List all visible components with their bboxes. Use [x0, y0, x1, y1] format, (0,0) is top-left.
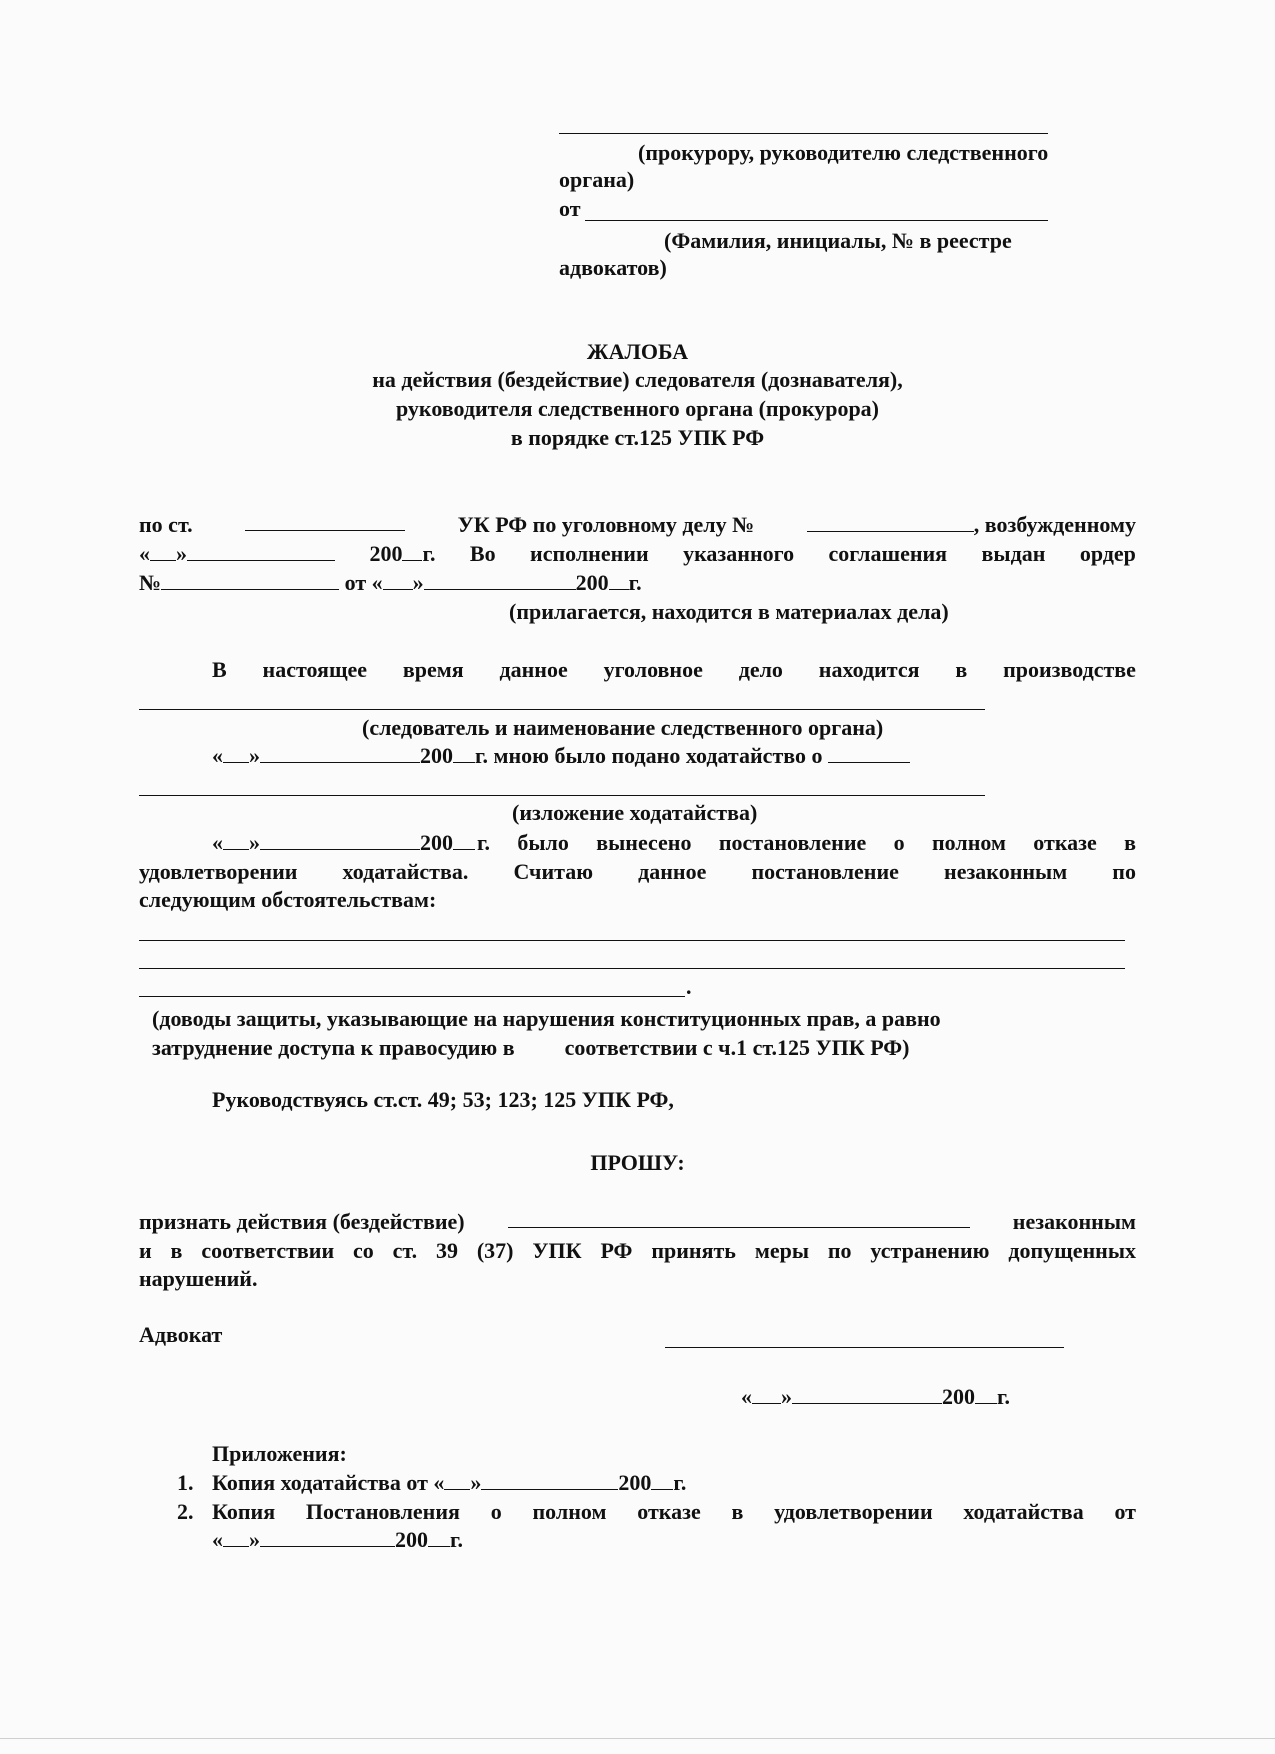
- year-prefix: 200: [420, 743, 453, 768]
- argument-blank-line-3: [139, 996, 685, 997]
- investigator-caption: (следователь и наименование следственного органа): [362, 715, 884, 740]
- month-blank: [424, 571, 576, 590]
- advocate-label: Адвокат: [139, 1322, 223, 1347]
- list-number: 2.: [177, 1499, 194, 1524]
- word: соглашения: [828, 541, 948, 566]
- request-text: признать действия (бездействие): [139, 1209, 465, 1234]
- quote-close: »: [249, 1527, 260, 1552]
- sender-caption-1: (Фамилия, инициалы, № в реестре: [664, 228, 1012, 253]
- word: данное: [499, 657, 568, 682]
- quote-close: »: [249, 830, 260, 855]
- quote-open: «: [212, 743, 223, 768]
- decision-line-3: следующим обстоятельствам:: [139, 887, 437, 912]
- from-prefix: от: [559, 196, 581, 221]
- decision-line: [212, 830, 1136, 856]
- sender-caption-2: адвокатов): [559, 255, 667, 280]
- argument-blank-line-1: [139, 940, 1125, 941]
- investigator-blank-line: [139, 709, 985, 710]
- attachment-text: Копия ходатайства от «: [212, 1470, 445, 1495]
- motion-text: г. мною было подано ходатайство о: [475, 743, 823, 768]
- month-blank: [481, 1471, 618, 1490]
- day-blank: [223, 744, 249, 763]
- attachment-item-2: [177, 1499, 1136, 1525]
- decision-text: г. было вынесено постановление о полном отказе в: [477, 830, 1136, 855]
- argument-blank-line-2: [139, 968, 1125, 969]
- word: производстве: [1003, 657, 1136, 682]
- para1-line2: [139, 541, 1136, 567]
- title-line-1: на действия (бездействие) следователя (дознавателя),: [372, 367, 903, 392]
- title-line-2: руководителя следственного органа (прокурора): [395, 396, 880, 421]
- case-number-blank: [807, 513, 974, 532]
- year-suffix: г.: [673, 1470, 687, 1495]
- word: выдан: [981, 541, 1046, 566]
- recipient-caption-2: органа): [559, 167, 635, 192]
- year-prefix: 200: [369, 541, 403, 566]
- document-title: ЖАЛОБА: [586, 339, 689, 364]
- word: время: [402, 657, 464, 682]
- word: настоящее: [262, 657, 368, 682]
- year-prefix: 200: [575, 570, 609, 595]
- year-blank: [651, 1471, 673, 1490]
- quote-open: «: [139, 541, 150, 566]
- guided-by-line: Руководствуясь ст.ст. 49; 53; 123; 125 УПК РФ,: [212, 1087, 674, 1112]
- request-line-1: [139, 1209, 1136, 1235]
- motion-blank-line: [139, 795, 985, 796]
- order-number-sign: №: [139, 570, 162, 595]
- month-blank: [260, 744, 420, 763]
- order-caption: (прилагается, находится в материалах дела): [509, 599, 949, 624]
- quote-open: «: [212, 830, 223, 855]
- year-blank: [428, 1528, 450, 1547]
- motion-caption: (изложение ходатайства): [512, 800, 758, 825]
- para1-line1: [139, 512, 1136, 538]
- month-blank: [260, 831, 420, 850]
- action-blank: [508, 1209, 970, 1228]
- title-line-3: в порядке ст.125 УПК РФ: [510, 425, 765, 450]
- motion-line: [212, 743, 910, 769]
- caption-part: соответствии с ч.1 ст.125 УПК РФ): [564, 1035, 910, 1060]
- list-number: 1.: [177, 1470, 194, 1495]
- word: исполнении: [530, 541, 649, 566]
- order-date-prefix: от «: [344, 570, 383, 595]
- word: дело: [738, 657, 783, 682]
- signature-blank-line: [665, 1347, 1064, 1348]
- year-suffix: г.: [450, 1527, 464, 1552]
- case-label: УК РФ по уголовному делу №: [457, 512, 755, 537]
- day-blank: [150, 542, 176, 561]
- word: уголовное: [603, 657, 703, 682]
- day-blank: [444, 1471, 470, 1490]
- quote-open: «: [212, 1527, 223, 1552]
- year-blank: [453, 744, 475, 763]
- year-prefix: 200: [395, 1527, 428, 1552]
- arguments-caption-2: [152, 1035, 909, 1061]
- year-blank: [975, 1385, 997, 1404]
- month-blank: [187, 542, 335, 561]
- sender-blank-line: [585, 220, 1048, 221]
- request-text: незаконным: [1012, 1209, 1136, 1234]
- word: указанного: [683, 541, 795, 566]
- para2-line1: [212, 657, 1136, 683]
- word: в: [955, 657, 968, 682]
- decision-line-2: удовлетворении ходатайства. Считаю данное постановление незаконным по: [139, 859, 1136, 884]
- arguments-caption-1: (доводы защиты, указывающие на нарушения конституционных прав, а равно: [152, 1006, 941, 1031]
- attachment-text: Копия Постановления о полном отказе в удовлетворении ходатайства от: [212, 1499, 1136, 1524]
- year-suffix: г.: [422, 541, 436, 566]
- attachment-item-1: [177, 1470, 686, 1496]
- day-blank: [752, 1385, 781, 1404]
- initiated-label: , возбужденному: [973, 512, 1136, 537]
- request-heading: ПРОШУ:: [590, 1150, 685, 1175]
- quote-close: »: [412, 570, 424, 595]
- signature-date: [741, 1384, 1010, 1410]
- year-blank: [402, 542, 422, 561]
- year-blank: [609, 571, 629, 590]
- word: находится: [818, 657, 920, 682]
- article-prefix: по ст.: [139, 512, 193, 537]
- word: Во: [469, 541, 496, 566]
- year-prefix: 200: [618, 1470, 652, 1495]
- month-blank: [260, 1528, 395, 1547]
- year-blank: [453, 831, 475, 850]
- quote-close: »: [470, 1470, 482, 1495]
- word: ордер: [1079, 541, 1136, 566]
- recipient-caption-1: (прокурору, руководителю следственного: [638, 140, 1049, 165]
- year-suffix: г.: [997, 1384, 1011, 1409]
- request-line-3: нарушений.: [139, 1266, 258, 1291]
- day-blank: [383, 571, 413, 590]
- quote-close: »: [249, 743, 260, 768]
- day-blank: [223, 1528, 249, 1547]
- year-prefix: 200: [942, 1384, 975, 1409]
- order-number-blank: [161, 571, 339, 590]
- recipient-blank-line: [559, 133, 1048, 134]
- quote-open: «: [741, 1384, 752, 1409]
- attachments-heading: Приложения:: [212, 1441, 347, 1466]
- quote-close: »: [176, 541, 187, 566]
- argument-end-dot: .: [686, 974, 692, 999]
- day-blank: [223, 831, 249, 850]
- word: В: [212, 657, 227, 682]
- year-suffix: г.: [628, 570, 642, 595]
- month-blank: [792, 1385, 942, 1404]
- para1-line3: [139, 570, 642, 596]
- scan-edge: [0, 1738, 1275, 1739]
- article-blank: [245, 512, 405, 531]
- year-prefix: 200: [420, 830, 453, 855]
- attachment-item-2-date: [212, 1527, 463, 1553]
- request-line-2: и в соответствии со ст. 39 (37) УПК РФ принять меры по устранению допущенных: [139, 1238, 1136, 1263]
- motion-subject-blank: [828, 744, 910, 763]
- quote-close: »: [781, 1384, 792, 1409]
- caption-part: затруднение доступа к правосудию в: [152, 1035, 515, 1060]
